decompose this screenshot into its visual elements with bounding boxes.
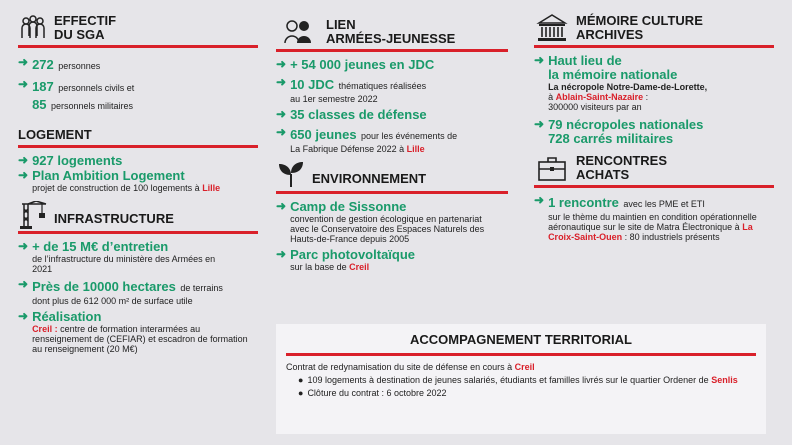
env-header [276, 160, 514, 188]
lien-value-2: 10 JDC [290, 77, 335, 92]
env-city: Creil [349, 262, 370, 272]
infra-label-2a: de terrains [180, 283, 223, 293]
infra-value-2: Près de 10000 hectares [32, 279, 176, 294]
lien-title-2: ARMÉES-JEUNESSE [326, 31, 456, 46]
env-item-1 [276, 200, 514, 244]
crane-icon [18, 201, 48, 229]
young-people-icon [276, 16, 320, 44]
effectif-item-1 [18, 56, 258, 74]
effectif-title-2: DU SGA [54, 27, 105, 42]
env-title: ENVIRONNEMENT [312, 171, 427, 186]
lien-value-1: + 54 000 jeunes en JDC [290, 57, 435, 72]
infra-title: INFRASTRUCTURE [54, 211, 174, 226]
env-item-2 [276, 248, 514, 272]
effectif-value-1: 272 [32, 57, 54, 72]
accompagnement-city: Creil [514, 362, 535, 372]
lien-item-1 [276, 58, 514, 72]
arrow-icon: ➜ [18, 55, 29, 69]
arrow-icon: ➜ [18, 277, 29, 291]
infra-label-3: centre de formation interarmées au renseignement de (CEFIAR) et escadron de formation au renseignement (20 M€) [32, 324, 248, 354]
memoire-title-1: MÉMOIRE CULTURE [576, 13, 703, 28]
logement-city: Lille [202, 183, 221, 193]
infra-item-3 [18, 310, 258, 354]
memoire-item-2 [534, 118, 774, 146]
bullet-dot-icon: ● [298, 388, 304, 398]
lien-label-4b: La Fabrique Défense 2022 à [290, 144, 405, 154]
arrow-icon: ➜ [276, 57, 287, 71]
effectif-label-3: personnels militaires [50, 101, 134, 111]
arrow-icon: ➜ [276, 199, 287, 213]
memoire-value-1b: la mémoire nationale [548, 67, 678, 82]
arrow-icon: ➜ [18, 239, 29, 253]
env-label-2: sur la base de [290, 262, 347, 272]
accompagnement-panel [276, 324, 766, 434]
memoire-city: Ablain-Saint-Nazaire [555, 92, 644, 102]
rencontres-item-1 [534, 194, 774, 242]
rencontres-city: La Croix-Saint-Ouen [548, 222, 753, 242]
rencontres-divider [534, 185, 774, 188]
infra-city: Creil : [32, 324, 58, 334]
accompagnement-bullet-1-city: Senlis [711, 375, 738, 385]
env-value-2: Parc photovoltaïque [290, 247, 416, 262]
env-label-1: convention de gestion écologique en partenariat avec le Conservatoire des Espaces Naturels des Hauts-de-France depuis 2005 [290, 214, 485, 244]
col-right [534, 14, 774, 242]
lien-header [276, 14, 514, 46]
accompagnement-title: ACCOMPAGNEMENT TERRITORIAL [410, 332, 632, 347]
accompagnement-intro: Contrat de redynamisation du site de défense en cours à [286, 362, 513, 372]
logement-label-2: projet de construction de 100 logements à [32, 183, 200, 193]
memoire-header [534, 14, 774, 42]
env-value-1: Camp de Sissonne [290, 199, 407, 214]
lien-title-1: LIEN [326, 17, 356, 32]
effectif-divider [18, 45, 258, 48]
lien-label-4a: pour les événements de [361, 131, 458, 141]
infra-item-1 [18, 240, 258, 274]
rencontres-header [534, 154, 774, 182]
accompagnement-bullet-1-text: 109 logements à destination de jeunes salariés, étudiants et familles livrés sur le quartier Ordener de [307, 375, 709, 385]
lien-divider [276, 49, 508, 52]
effectif-header [18, 14, 258, 42]
accompagnement-bullet-1 [286, 375, 756, 385]
memoire-value-2b: 728 carrés militaires [548, 131, 674, 146]
effectif-title-1: EFFECTIF [54, 13, 117, 28]
arrow-icon: ➜ [534, 53, 545, 67]
lien-value-3: 35 classes de défense [290, 107, 427, 122]
arrow-icon: ➜ [276, 107, 287, 121]
rencontres-title-1: RENCONTRES [576, 153, 668, 168]
arrow-icon: ➜ [276, 247, 287, 261]
env-divider [276, 191, 508, 194]
lien-item-2 [276, 76, 514, 104]
memoire-label-1d: 300000 visiteurs par an [548, 102, 642, 112]
lien-item-4 [276, 126, 514, 154]
rencontres-label-1a: avec les PME et ETI [623, 199, 705, 209]
briefcase-icon [534, 154, 570, 182]
memoire-value-1a: Haut lieu de [548, 53, 622, 68]
people-group-icon [18, 14, 48, 42]
lien-label-2a: thématiques réalisées [338, 81, 427, 91]
arrow-icon: ➜ [18, 77, 29, 91]
rencontres-label-1c: : 80 industriels présents [624, 232, 720, 242]
infra-divider [18, 231, 258, 234]
leaf-sprout-icon [276, 160, 306, 188]
logement-item-1 [18, 154, 258, 168]
rencontres-value-1: 1 rencontre [548, 195, 619, 210]
accompagnement-bullet-2 [286, 388, 756, 398]
infra-header [18, 201, 258, 229]
arrow-icon: ➜ [18, 153, 29, 167]
memoire-title-2: ARCHIVES [576, 27, 644, 42]
effectif-label-1: personnes [58, 61, 101, 71]
lien-label-2b: au 1er semestre 2022 [290, 94, 378, 104]
logement-value-2: Plan Ambition Logement [32, 168, 185, 183]
arrow-icon: ➜ [276, 125, 287, 139]
memoire-value-2a: 79 nécropoles nationales [548, 117, 704, 132]
infra-label-2b: dont plus de 612 000 m² de surface utile [32, 296, 193, 306]
arrow-icon: ➜ [534, 117, 545, 131]
lien-value-4: 650 jeunes [290, 127, 357, 142]
logement-value-1: 927 logements [32, 153, 123, 168]
effectif-item-2 [18, 78, 258, 114]
effectif-value-2: 187 [32, 79, 54, 94]
arrow-icon: ➜ [18, 168, 29, 182]
lien-item-3 [276, 108, 514, 122]
logement-item-2 [18, 169, 258, 193]
accompagnement-bullet-2-text: Clôture du contrat : 6 octobre 2022 [307, 388, 447, 398]
memoire-label-1a: La nécropole Notre-Dame-de-Lorette, [548, 82, 708, 92]
arrow-icon: ➜ [276, 75, 287, 89]
arrow-icon: ➜ [534, 193, 545, 207]
infra-value-3: Réalisation [32, 309, 102, 324]
museum-building-icon [534, 14, 570, 42]
col-middle [276, 14, 514, 272]
arrow-icon: ➜ [18, 309, 29, 323]
rencontres-label-1b: sur le thème du maintien en condition opérationnelle aéronautique sur le site de Matra Électronique à [548, 212, 757, 232]
effectif-value-3: 85 [32, 97, 47, 112]
memoire-label-1b: à [548, 92, 554, 102]
col-left [18, 14, 258, 354]
rencontres-title-2: ACHATS [576, 167, 630, 182]
logement-divider [18, 145, 258, 148]
infra-label-1: de l’infrastructure du ministère des Armées en 2021 [32, 254, 216, 274]
memoire-item-1 [534, 54, 774, 112]
logement-title: LOGEMENT [18, 127, 92, 142]
lien-city: Lille [406, 144, 425, 154]
infra-item-2 [18, 278, 258, 306]
infra-value-1: + de 15 M€ d’entretien [32, 239, 169, 254]
memoire-divider [534, 45, 774, 48]
effectif-label-2: personnels civils et [58, 83, 135, 93]
memoire-label-1c: : [645, 92, 649, 102]
bullet-dot-icon: ● [298, 375, 304, 385]
